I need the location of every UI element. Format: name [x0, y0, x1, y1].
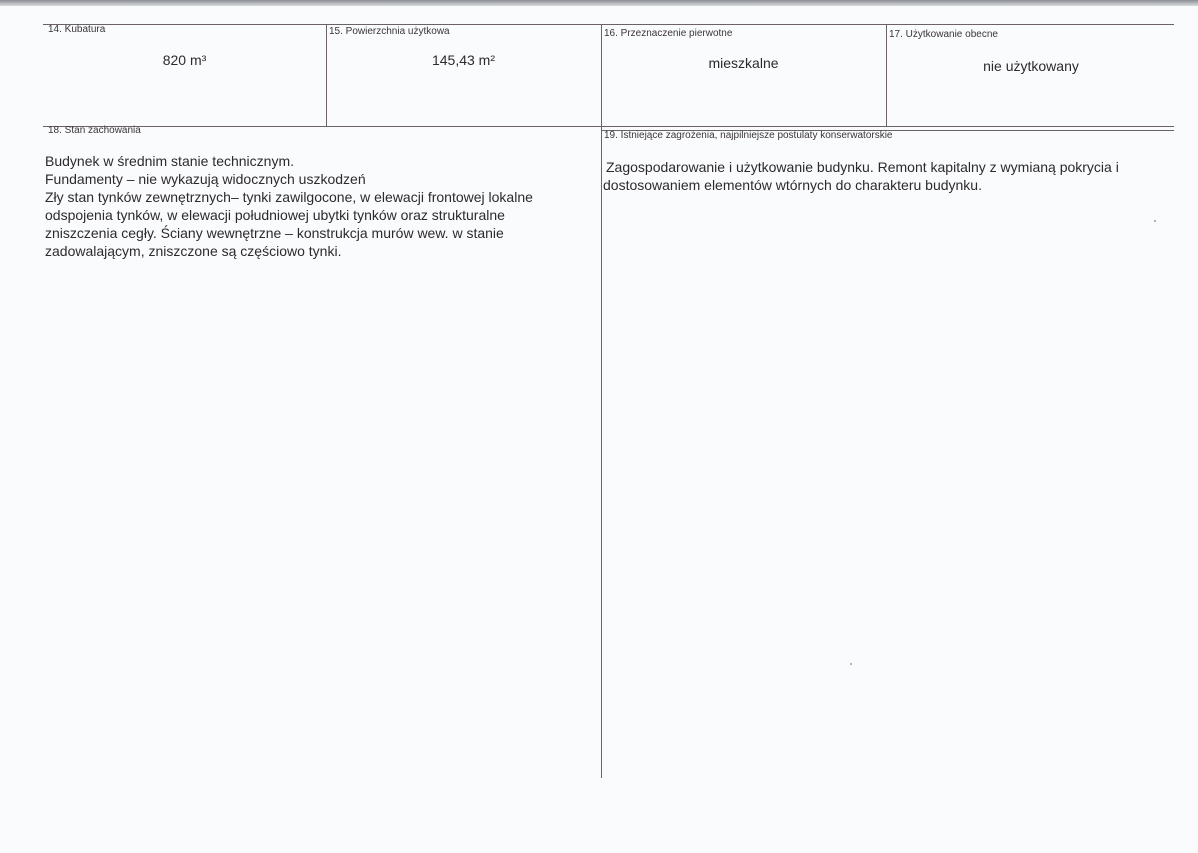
- record-card: [0, 6, 1198, 853]
- zagrozenia-text: [603, 158, 1119, 194]
- kubatura-label: 14. Kubatura: [48, 24, 106, 35]
- zagrozenia-label: 19. Istniejące zagrożenia, najpilniejsze postulaty konserwatorskie: [604, 130, 893, 141]
- zagrozenia-line: dostosowaniem elementów wtórnych do charakteru budynku.: [603, 177, 982, 193]
- row1-top-border: [43, 24, 1174, 25]
- zagrozenia-line: Zagospodarowanie i użytkowanie budynku. Remont kapitalny z wymianą pokrycia i: [606, 159, 1119, 175]
- kubatura-value: 820 m³: [162, 52, 207, 68]
- powierzchnia-label: 15. Powierzchnia użytkowa: [329, 26, 450, 37]
- stan-label: 18. Stan zachowania: [48, 125, 141, 136]
- przeznaczenie-value: mieszkalne: [708, 55, 779, 71]
- stan-line: zniszczenia cegły. Ściany wewnętrzne – konstrukcja murów wew. w stanie: [45, 225, 504, 241]
- divider-14-15: [326, 24, 327, 127]
- powierzchnia-value: 145,43 m²: [431, 52, 496, 68]
- stan-line: zadowalającym, zniszczone są częściowo tynki.: [45, 243, 342, 259]
- row1-bottom-border: [43, 126, 1174, 127]
- stan-line: Fundamenty – nie wykazują widocznych uszkodzeń: [45, 171, 366, 187]
- uzytkowanie-value: nie użytkowany: [983, 58, 1079, 74]
- paper-speck: [1154, 220, 1156, 222]
- paper-speck: [850, 663, 852, 665]
- stan-line: Zły stan tynków zewnętrznych– tynki zawilgocone, w elewacji frontowej lokalne: [45, 189, 533, 205]
- stan-line: Budynek w średnim stanie technicznym.: [45, 153, 294, 169]
- uzytkowanie-label: 17. Użytkowanie obecne: [889, 29, 998, 40]
- divider-15-16: [601, 24, 602, 778]
- divider-16-17: [886, 24, 887, 127]
- stan-line: odspojenia tynków, w elewacji południowej ubytki tynków oraz strukturalne: [45, 207, 505, 223]
- przeznaczenie-label: 16. Przeznaczenie pierwotne: [604, 28, 733, 39]
- stan-text: [45, 152, 533, 260]
